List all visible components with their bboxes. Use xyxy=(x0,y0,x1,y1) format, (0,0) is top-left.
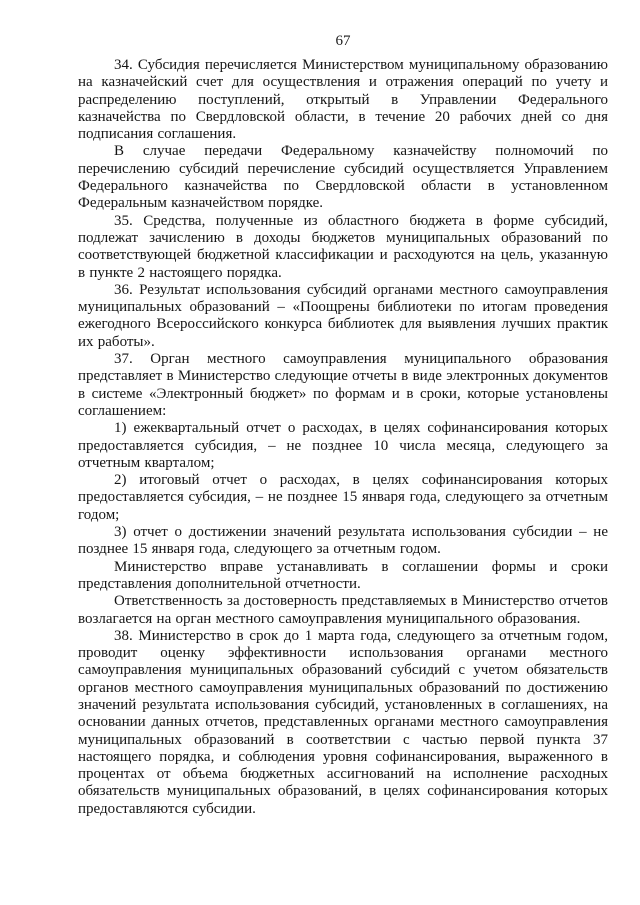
paragraph-34: 34. Субсидия перечисляется Министерством муниципальному образованию на казначейский счет для осуществления и отражения операций по учету и распределению поступлений, открытый в Управлении Федерального казначейства по Свердловской области, в течение 20 рабочих дней со дня подписания соглашения. xyxy=(78,57,608,143)
paragraph-treasury-transfer: В случае передачи Федеральному казначейству полномочий по перечислению субсидий перечисление субсидий осуществляется Управлением Федерального казначейства по Свердловской области в установленном Федеральным казначейством порядке. xyxy=(78,143,608,212)
paragraph-37-subitem-1: 1) ежеквартальный отчет о расходах, в целях софинансирования которых предоставляется субсидия, – не позднее 10 числа месяца, следующего за отчетным кварталом; xyxy=(78,420,608,471)
paragraph-36: 36. Результат использования субсидий органами местного самоуправления муниципальных образований – «Поощрены библиотеки по итогам проведения ежегодного Всероссийского конкурса библиотек для выявления лучших практик их работы». xyxy=(78,281,608,350)
paragraph-37: 37. Орган местного самоуправления муниципального образования представляет в Министерство следующие отчеты в виде электронных документов в системе «Электронный бюджет» по формам и в сроки, которые установлены соглашением: xyxy=(78,351,608,419)
paragraph-responsibility: Ответственность за достоверность представляемых в Министерство отчетов возлагается на орган местного самоуправления муниципального образования. xyxy=(78,593,608,627)
paragraph-35: 35. Средства, полученные из областного бюджета в форме субсидий, подлежат зачислению в доходы бюджетов муниципальных образований по соответствующей бюджетной классификации и расходуются на цель, указанную в пункте 2 настоящего порядка. xyxy=(78,212,608,281)
paragraph-38: 38. Министерство в срок до 1 марта года, следующего за отчетным годом, проводит оценку эффективности использования органами местного самоуправления муниципальных образований субсидий с учетом обязательств органов местного самоуправления муниципальных образований по достижению значений результата использования субсидий, установленных в соглашениях, на основании данных отчетов, представленных органами местного самоуправления муниципальных образований в соответствии с частью первой пункта 37 настоящего порядка, и соблюдения уровня софинансирования, выраженного в процентах от объема бюджетных ассигнований на исполнение расходных обязательств муниципальных образований, в целях софинансирования которых предоставляются субсидии. xyxy=(78,627,608,817)
paragraph-additional-reporting: Министерство вправе устанавливать в соглашении формы и сроки представления дополнительной отчетности. xyxy=(78,558,608,592)
page-number: 67 xyxy=(335,33,351,49)
paragraph-37-subitem-3: 3) отчет о достижении значений результата использования субсидии – не позднее 15 января года, следующего за отчетным годом. xyxy=(78,524,608,558)
paragraph-37-subitem-2: 2) итоговый отчет о расходах, в целях софинансирования которых предоставляется субсидия, – не позднее 15 января года, следующего за отчетным годом; xyxy=(78,472,608,523)
